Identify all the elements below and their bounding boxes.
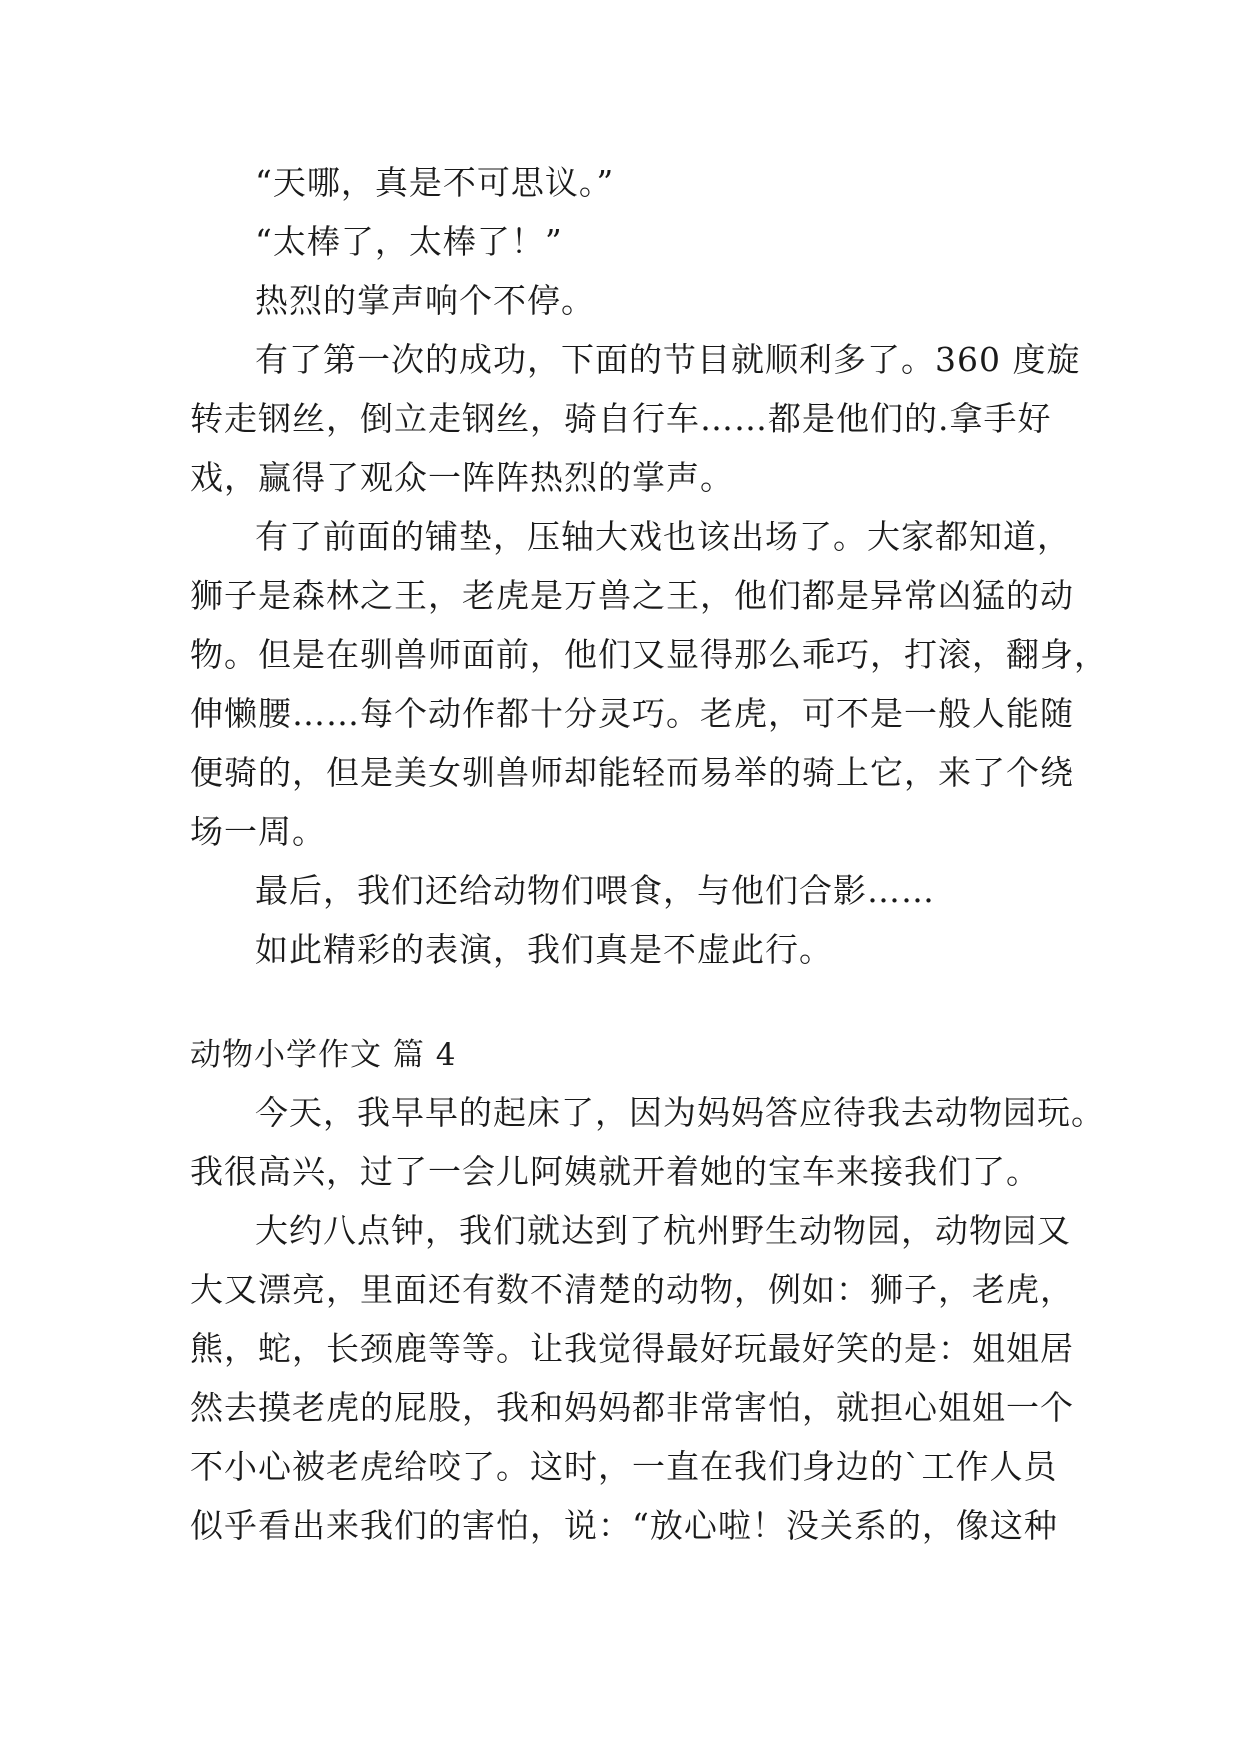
text-line: 戏，赢得了观众一阵阵热烈的掌声。	[190, 458, 734, 497]
text-line: 大约八点钟，我们就达到了杭州野生动物园，动物园又	[255, 1211, 1071, 1250]
text-line: 最后，我们还给动物们喂食，与他们合影……	[255, 871, 935, 910]
text-line: 然去摸老虎的屁股，我和妈妈都非常害怕，就担心姐姐一个	[190, 1388, 1074, 1427]
text-line: 便骑的，但是美女驯兽师却能轻而易举的骑上它，来了个绕	[190, 753, 1074, 792]
text-line: “天哪，真是不可思议。”	[255, 163, 615, 202]
text-line: 我很高兴，过了一会儿阿姨就开着她的宝车来接我们了。	[190, 1152, 1040, 1191]
text-line: 有了第一次的成功，下面的节目就顺利多了。360 度旋	[255, 340, 1081, 379]
text-line: 大又漂亮，里面还有数不清楚的动物，例如：狮子，老虎，	[190, 1270, 1074, 1309]
text-line: 不小心被老虎给咬了。这时，一直在我们身边的`工作人员	[190, 1447, 1058, 1486]
text-line: 今天，我早早的起床了，因为妈妈答应待我去动物园玩。	[255, 1093, 1105, 1132]
text-line: 如此精彩的表演，我们真是不虚此行。	[255, 930, 833, 969]
text-line: 热烈的掌声响个不停。	[255, 281, 595, 320]
text-line: 转走钢丝，倒立走钢丝，骑自行车……都是他们的.拿手好	[190, 399, 1052, 438]
text-line: 伸懒腰……每个动作都十分灵巧。老虎，可不是一般人能随	[190, 694, 1074, 733]
text-line: 熊，蛇，长颈鹿等等。让我觉得最好玩最好笑的是：姐姐居	[190, 1329, 1074, 1368]
text-line: 有了前面的铺垫，压轴大戏也该出场了。大家都知道，	[255, 517, 1071, 556]
text-line: 似乎看出来我们的害怕，说：“放心啦！没关系的，像这种	[190, 1506, 1058, 1545]
text-line: 狮子是森林之王，老虎是万兽之王，他们都是异常凶猛的动	[190, 576, 1074, 615]
text-line: “太棒了，太棒了！”	[255, 222, 563, 261]
article-heading: 动物小学作文 篇 4	[190, 1037, 457, 1073]
text-line: 场一周。	[190, 812, 326, 851]
text-line: 物。但是在驯兽师面前，他们又显得那么乖巧，打滚，翻身，	[190, 635, 1108, 674]
